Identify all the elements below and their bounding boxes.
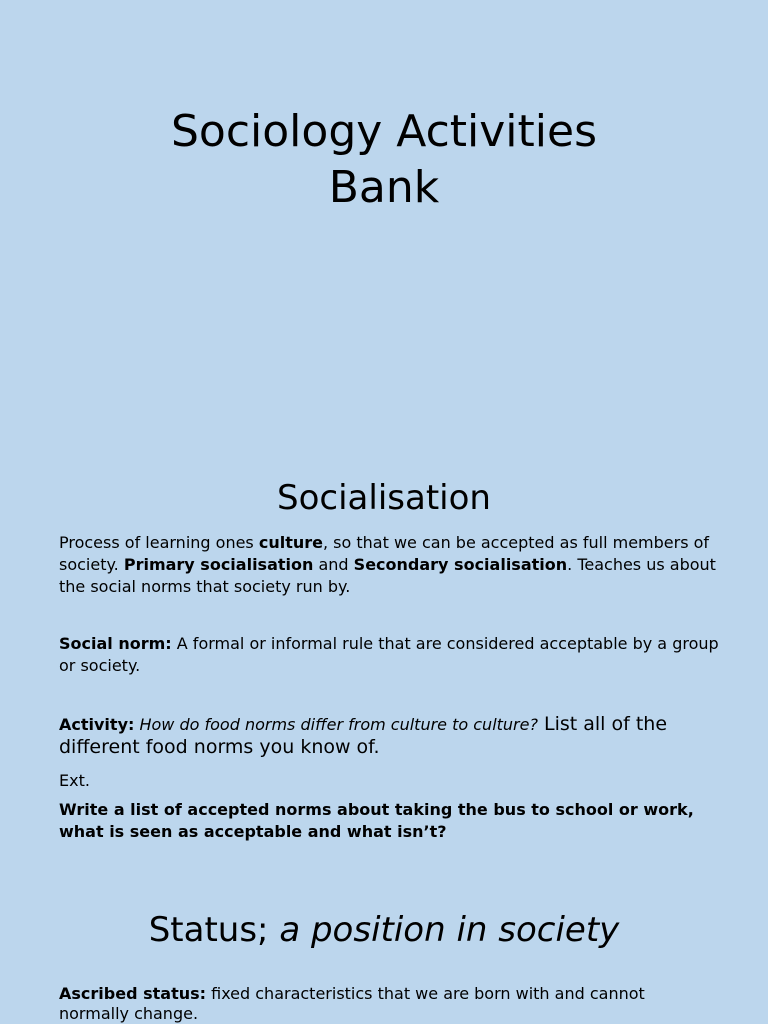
ext-label: Ext. [59,771,90,790]
extension-task: Write a list of accepted norms about taking the bus to school or work, what is seen as acceptable and what isn’t? [59,800,694,841]
title-line-1: Sociology Activities [170,106,597,157]
social-norm-label: Social norm: [59,634,172,653]
process-text-4: . Teaches us about the social norms that society run by. [59,555,716,596]
process-bold-secondary: Secondary socialisation [353,555,568,574]
activity-block [59,713,719,759]
ascribed-status-definition [59,984,719,1024]
socialisation-heading: Socialisation [277,478,491,518]
process-bold-primary: Primary socialisation [123,555,314,574]
activity-task: List all of the different food norms you know of. [59,713,668,758]
social-norm-text: A formal or informal rule that are considered acceptable by a group or society. [59,634,719,675]
activity-label: Activity: [59,715,135,734]
activity-question: How do food norms differ from culture to culture? [134,715,538,734]
page-title [0,104,768,216]
process-text-3: and [313,555,354,574]
process-text-1: Process of learning ones [59,533,259,552]
socialisation-definition [59,532,719,598]
ascribed-status-label: Ascribed status: [59,984,207,1003]
status-heading-main: Status; [148,910,280,950]
process-text-2: , so that we can be accepted as full members of society. [59,533,710,574]
social-norm-definition [59,633,719,677]
title-line-2: Bank [328,162,440,213]
status-heading-italic: a position in society [279,910,620,950]
ascribed-status-text: fixed characteristics that we are born with and cannot normally change. [59,984,645,1023]
status-heading [0,910,768,950]
process-bold-culture: culture [258,533,323,552]
